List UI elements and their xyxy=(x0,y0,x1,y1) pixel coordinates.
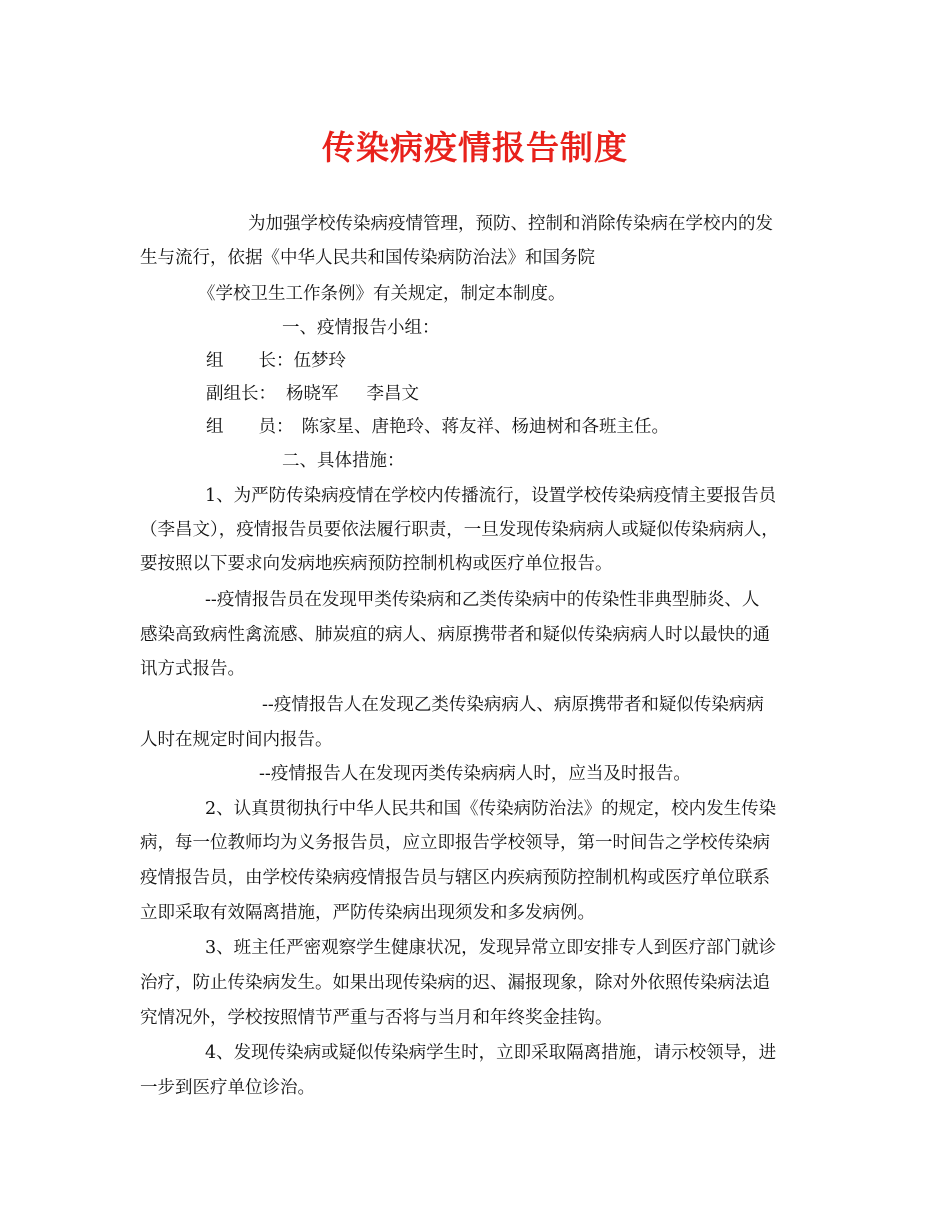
item2-line-4: 立即采取有效隔离措施，严防传染病出现须发和多发病例。 xyxy=(140,903,595,923)
section1-heading: 一、疫情报告小组： xyxy=(282,318,440,338)
sub3-line-1: --疫情报告人在发现丙类传染病病人时，应当及时报告。 xyxy=(259,764,691,784)
leader-label: 组 长： xyxy=(206,351,294,371)
intro-line-3: 《学校卫生工作条例》有关规定，制定本制度。 xyxy=(198,284,566,304)
section2-heading: 二、具体措施： xyxy=(282,451,405,471)
sub1-line-2: 感染高致病性禽流感、肺炭疽的病人、病原携带者和疑似传染病病人时以最快的通 xyxy=(140,625,770,645)
item3-line-1: 3、班主任严密观察学生健康状况，发现异常立即安排专人到医疗部门就诊 xyxy=(205,938,777,958)
document-title: 传染病疫情报告制度 xyxy=(322,128,628,167)
deputy-name-1: 杨晓军 xyxy=(286,384,339,404)
item1-line-2: （李昌文），疫情报告员要依法履行职责，一旦发现传染病病人或疑似传染病病人， xyxy=(140,520,779,540)
intro-line-1: 为加强学校传染病疫情管理，预防、控制和消除传染病在学校内的发 xyxy=(248,214,773,234)
item1-line-1: 1、为严防传染病疫情在学校内传播流行，设置学校传染病疫情主要报告员 xyxy=(205,486,777,506)
item3-line-2: 治疗，防止传染病发生。如果出现传染病的迟、漏报现象，除对外依照传染病法追 xyxy=(140,973,770,993)
leader-row xyxy=(206,349,346,373)
members-label: 组 员： xyxy=(206,417,294,437)
item4-line-2: 一步到医疗单位诊治。 xyxy=(140,1078,315,1098)
deputy-label: 副组长： xyxy=(206,384,276,404)
item4-line-1: 4、发现传染病或疑似传染病学生时，立即采取隔离措施，请示校领导，进 xyxy=(205,1043,777,1063)
members-value: 陈家星、唐艳玲、蒋友祥、杨迪树和各班主任。 xyxy=(301,417,669,437)
intro-line-2: 生与流行，依据《中华人民共和国传染病防治法》和国务院 xyxy=(140,248,595,268)
members-row xyxy=(206,415,669,439)
sub1-line-3: 讯方式报告。 xyxy=(140,659,245,679)
item2-line-3: 疫情报告员，由学校传染病疫情报告员与辖区内疾病预防控制机构或医疗单位联系 xyxy=(140,868,770,888)
item1-line-3: 要按照以下要求向发病地疾病预防控制机构或医疗单位报告。 xyxy=(140,554,613,574)
sub2-line-1: --疫情报告人在发现乙类传染病病人、病原携带者和疑似传染病病 xyxy=(262,695,764,715)
leader-name: 伍梦玲 xyxy=(293,351,346,371)
item3-line-3: 究情况外，学校按照情节严重与否将与当月和年终奖金挂钩。 xyxy=(140,1008,613,1028)
item2-line-1: 2、认真贯彻执行中华人民共和国《传染病防治法》的规定，校内发生传染 xyxy=(205,799,777,819)
sub1-line-1: --疫情报告员在发现甲类传染病和乙类传染病中的传染性非典型肺炎、人 xyxy=(205,590,760,610)
sub2-line-2: 人时在规定时间内报告。 xyxy=(140,730,333,750)
deputy-row xyxy=(206,382,419,406)
item2-line-2: 病，每一位教师均为义务报告员，应立即报告学校领导，第一时间告之学校传染病 xyxy=(140,833,770,853)
deputy-name-2: 李昌文 xyxy=(366,384,419,404)
